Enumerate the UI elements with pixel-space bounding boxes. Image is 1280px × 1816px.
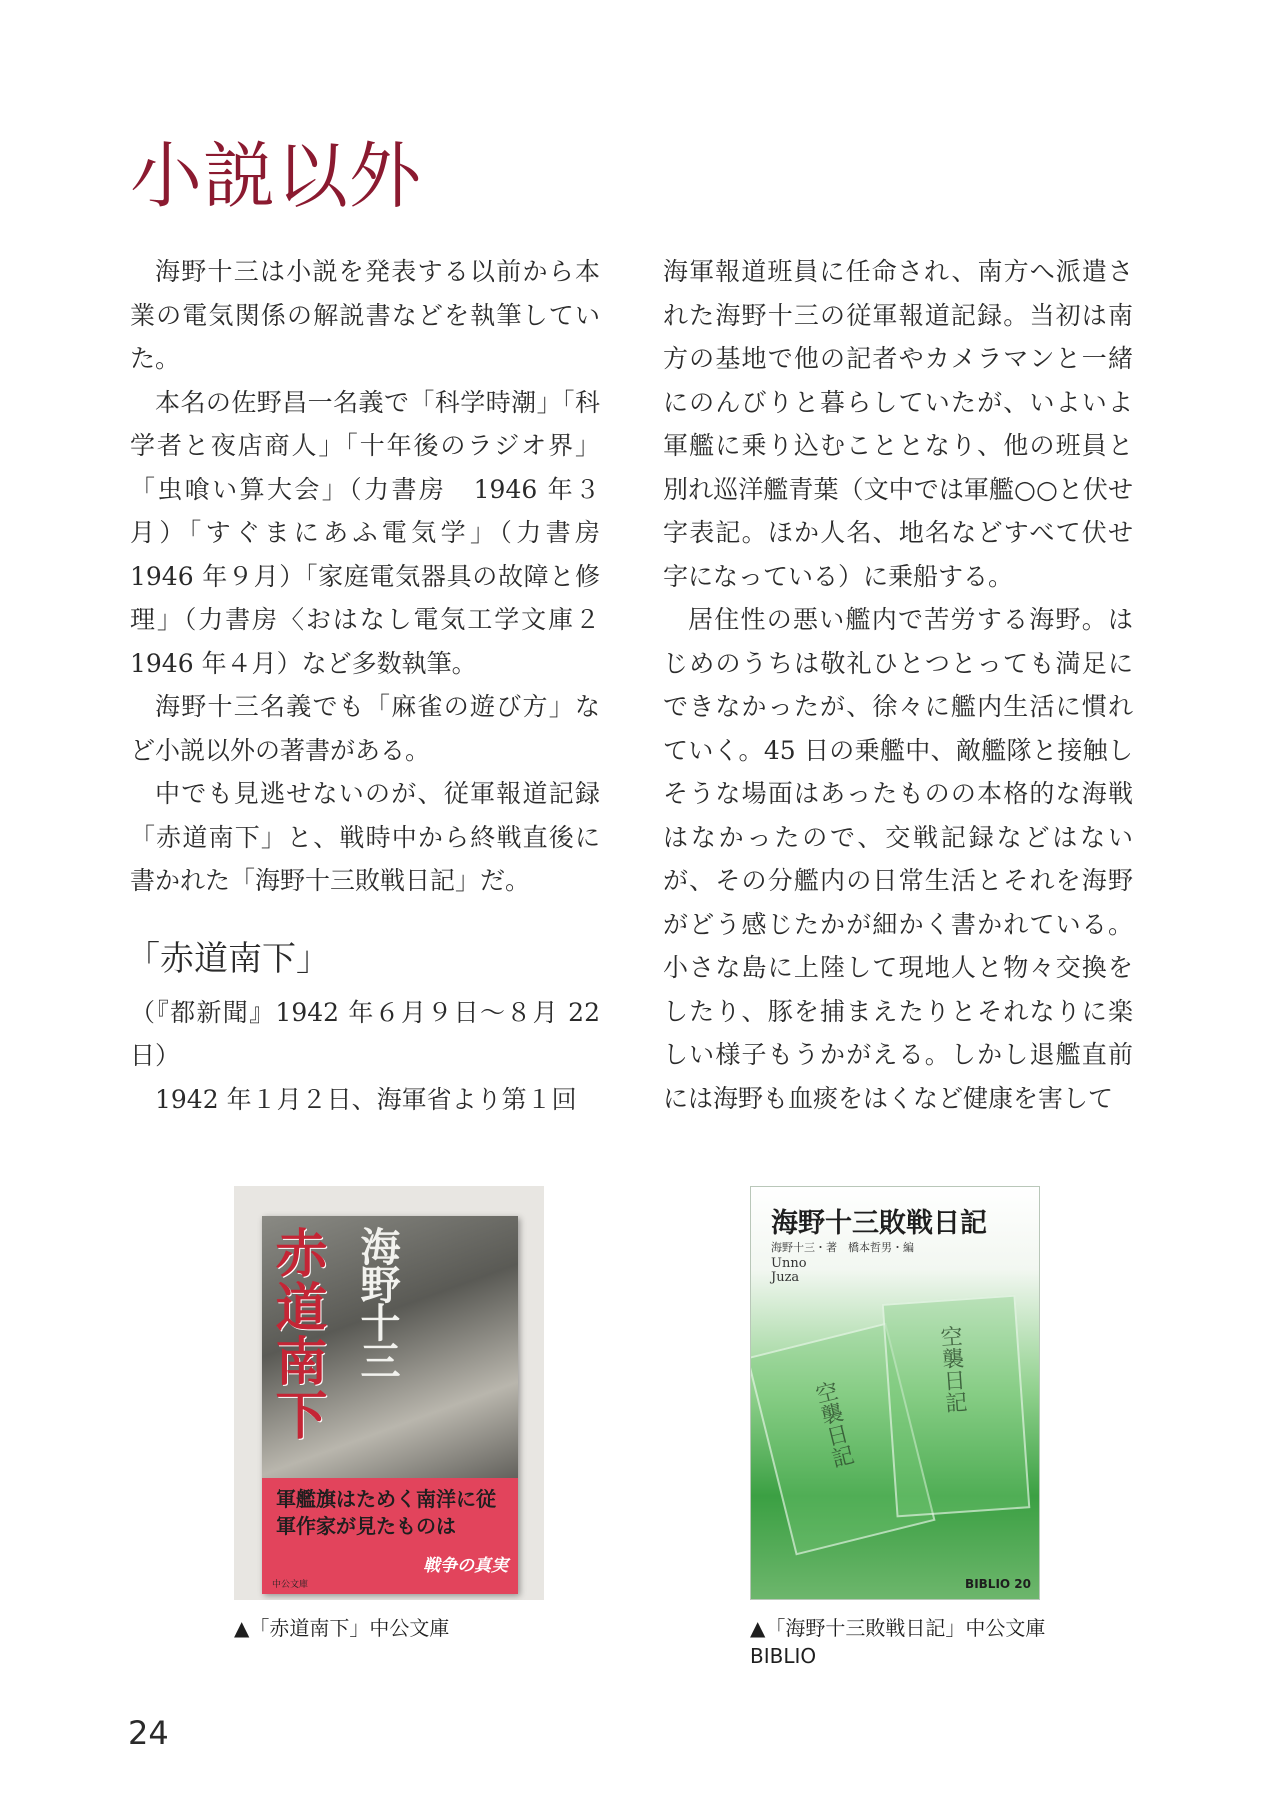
notebook-text: 空襲日記 [809,1378,856,1471]
book-cover-sekido-nanka [234,1186,544,1600]
paragraph: 海野十三は小説を発表する以前から本業の電気関係の解説書などを執筆していた。 [130,257,600,373]
book-front [262,1216,518,1594]
paragraph: 海野十三名義でも「麻雀の遊び方」など小説以外の著書がある。 [130,692,600,765]
left-column [126,250,626,1121]
sub-heading: 「赤道南下」 [126,938,330,979]
figure-sekido-nanka [234,1186,544,1642]
cover-title: 海野十三敗戦日記 [771,1208,987,1239]
book-cover-haisen-nikki [750,1186,1040,1600]
cover-title: 赤道南下 [266,1226,327,1442]
series-label: BIBLIO 20 [965,1577,1031,1591]
figure-caption: ▲「海野十三敗戦日記」中公文庫 BIBLIO [750,1616,1046,1668]
paragraph: 海軍報道班員に任命され、南方へ派遣された海野十三の従軍報道記録。当初は南方の基地で他の記者やカメラマンと一緒にのんびりと暮らしていたが、いよいよ軍艦に乗り込むこととなり、他の班員と別れ巡洋艦青葉（文中では軍艦○○と伏せ字表記。ほか人名、地名などすべて伏せ字になっている）に乗船する。 [663,257,1133,591]
figure-caption: ▲「赤道南下」中公文庫 [234,1616,450,1640]
figure-haisen-nikki [750,1186,1046,1670]
series-label: 戦争の真実 [423,1556,508,1576]
cover-author: 海野十三 [354,1226,401,1378]
paragraph: 居住性の悪い艦内で苦労する海野。はじめのうちは敬礼ひとつとっても満足にできなかったが、徐々に艦内生活に慣れていく。45 日の乗艦中、敵艦隊と接触しそうな場面はあったものの本格的な海戦はなかったので、交戦記録などはないが、その分艦内の日常生活とそれを海野がどう感じたかが細かく書かれている。小さな島に上陸して現地人と物々交換をしたり、豚を捕まえたりとそれなりに楽しい様子もうかがえる。しかし退艦直前には海野も血痰をはくなど健康を害して [663,605,1133,1113]
source-note: （『都新聞』1942 年６月９日〜８月 22 日） [130,997,600,1070]
section-title: 小説以外 [130,134,423,218]
paragraph: 中でも見逃せないのが、従軍報道記録「赤道南下」と、戦時中から終戦直後に書かれた「海野十三敗戦日記」だ。 [130,779,600,895]
notebook-image [882,1295,1031,1518]
cover-roman-name: Unno Juza [771,1256,807,1285]
right-column [663,250,1133,1120]
paragraph: 1942 年１月２日、海軍省より第１回 [155,1084,577,1114]
cover-authors: 海野十三・著 橋本哲男・編 [771,1241,914,1254]
notebook-text: 空襲日記 [936,1324,968,1414]
paragraph: 本名の佐野昌一名義で「科学時潮」「科学者と夜店商人」「十年後のラジオ界」「虫喰い算大会」（力書房 1946 年３月）「すぐまにあふ電気学」（力書房 1946 年９月）「家庭電気器具の故障と修理」（力書房〈おはなし電気工学文庫２ 1946 年４月）など多数執筆。 [130,387,626,678]
page-number: 24 [128,1714,169,1752]
publisher-label: 中公文庫 [272,1580,309,1590]
band-text: 軍艦旗はためく南洋に従軍作家が見たものは [276,1487,496,1538]
cover-band [262,1478,518,1594]
